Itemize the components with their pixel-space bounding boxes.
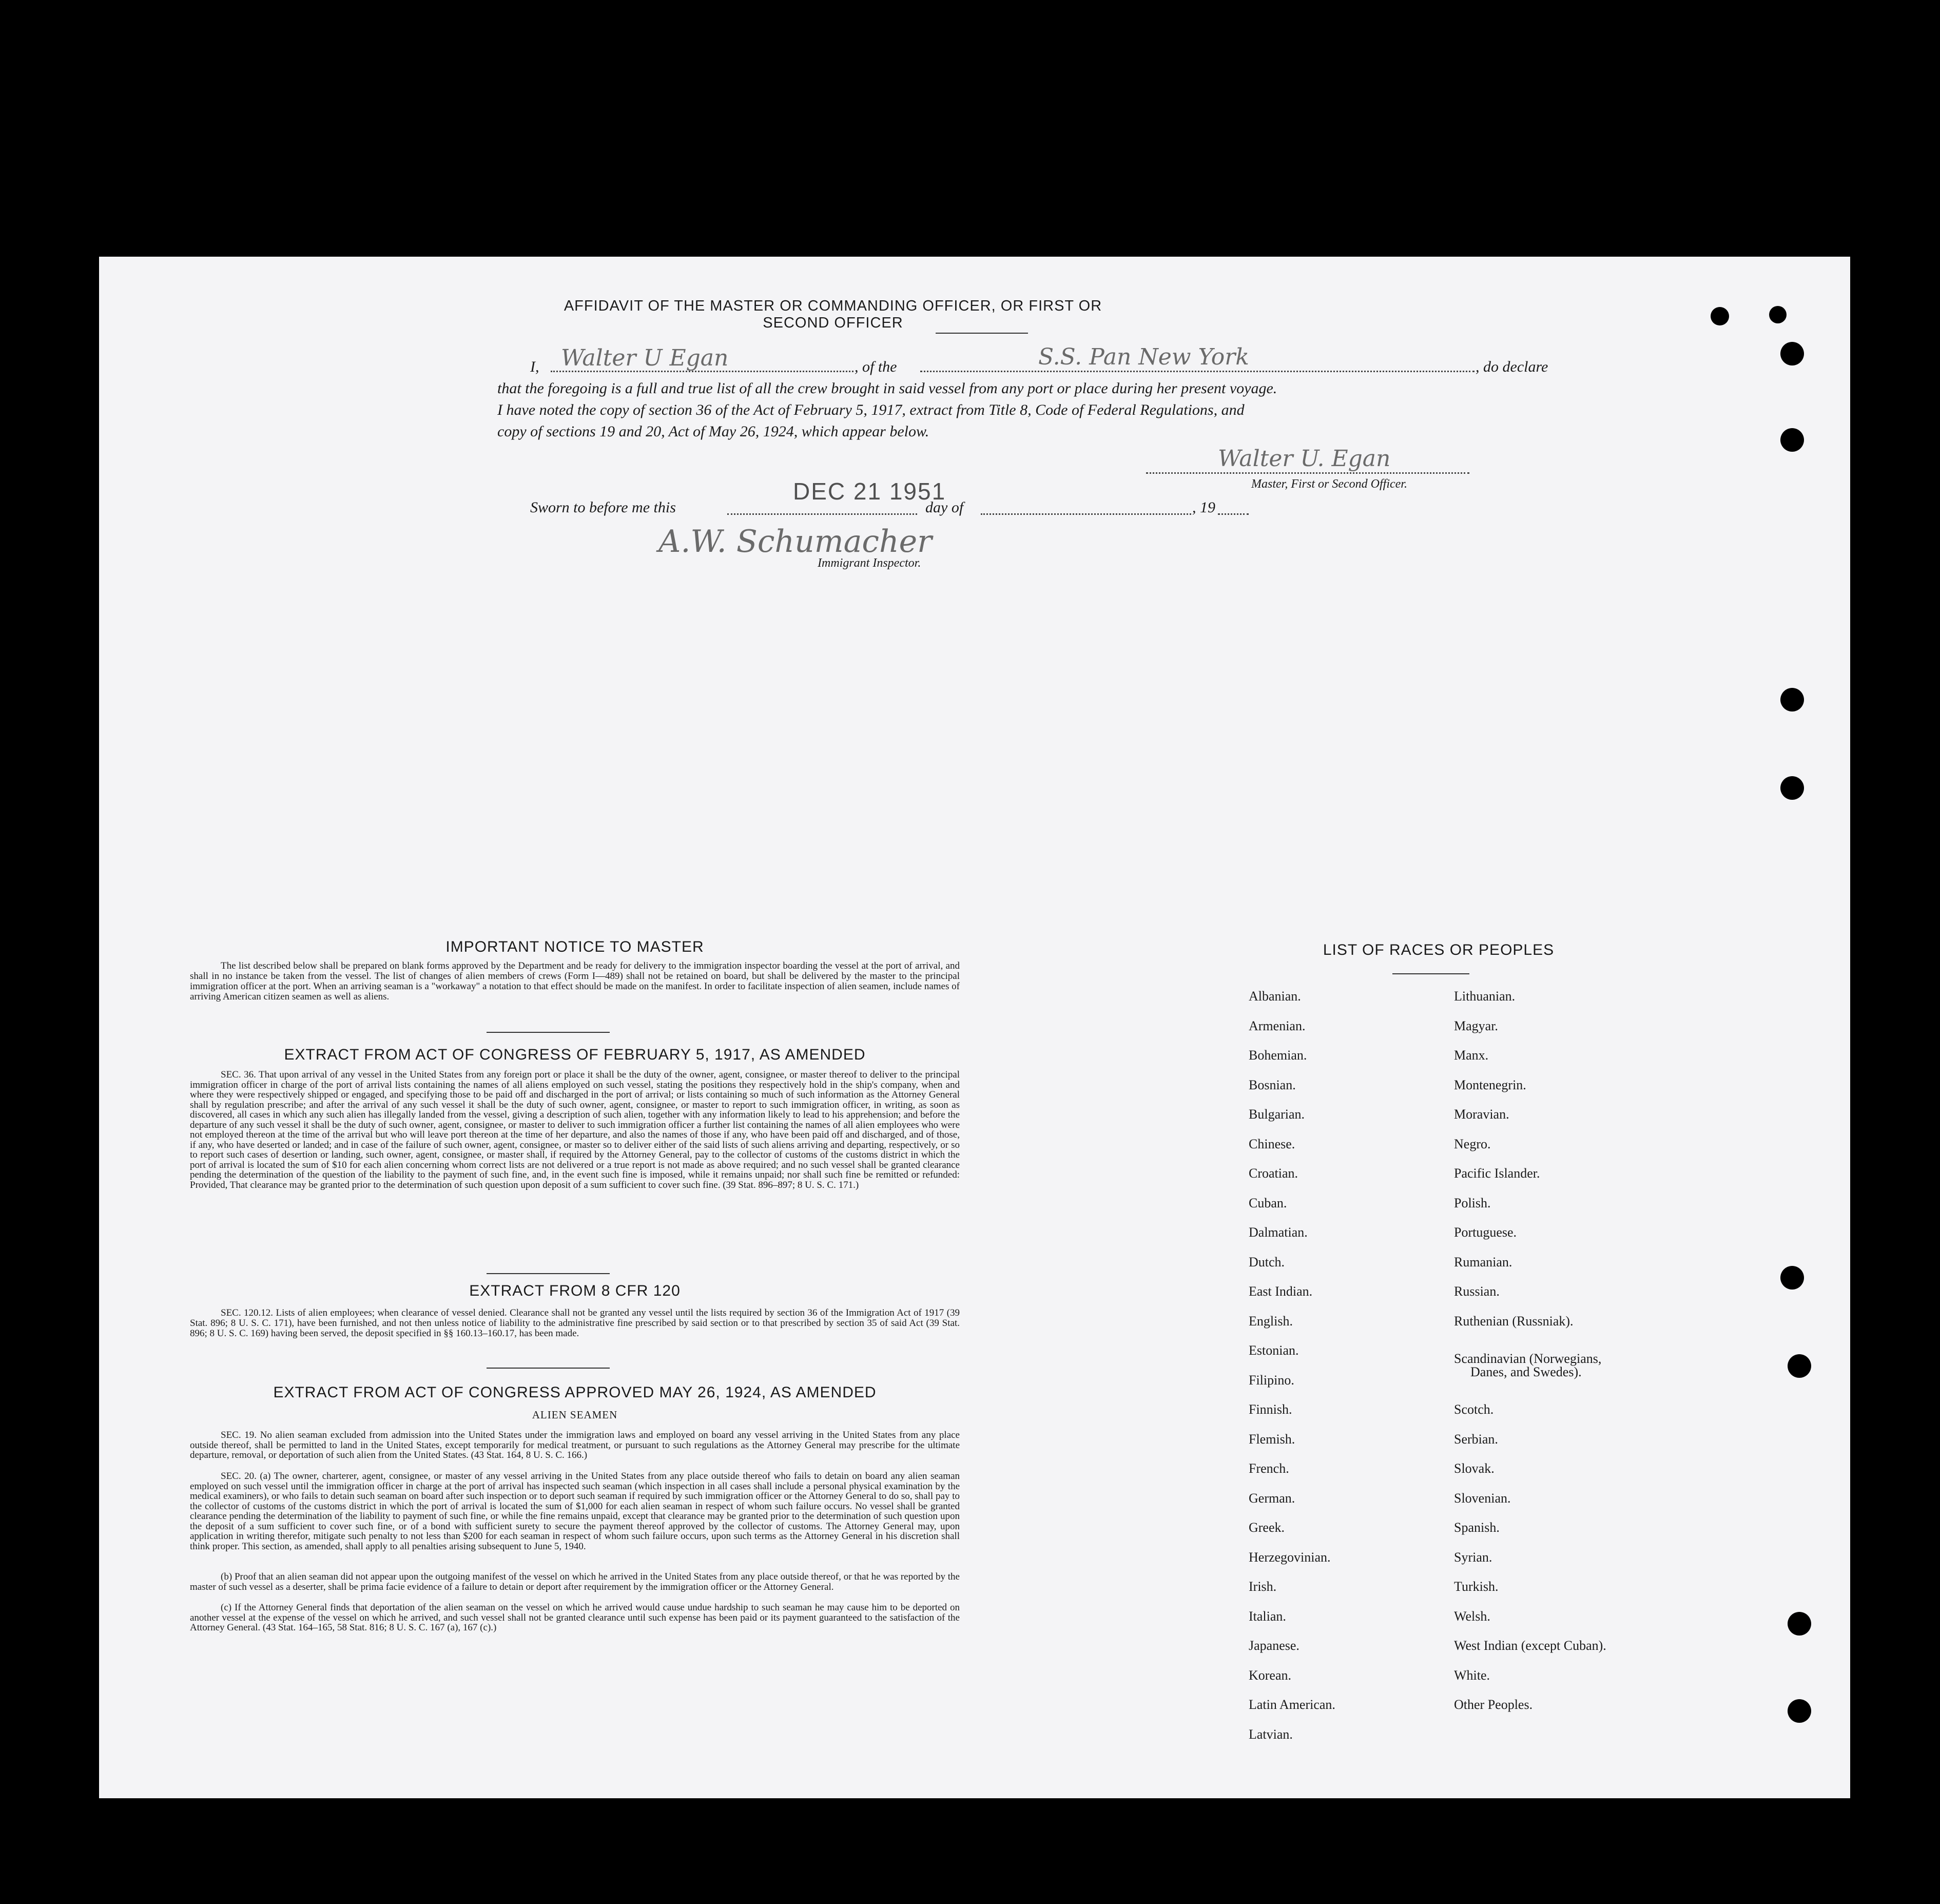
punch-hole xyxy=(1780,1266,1804,1290)
race-item: Bohemian. xyxy=(1249,1048,1307,1063)
punch-hole xyxy=(1780,688,1804,711)
race-item: Latin American. xyxy=(1249,1697,1335,1712)
race-item: Russian. xyxy=(1454,1284,1500,1299)
extract-1917-title: EXTRACT FROM ACT OF CONGRESS OF FEBRUARY 5, 1917, AS AMENDED xyxy=(284,1046,866,1063)
race-item: Syrian. xyxy=(1454,1550,1492,1565)
month-line xyxy=(981,513,1191,515)
race-item: Welsh. xyxy=(1454,1609,1490,1624)
race-item: Magyar. xyxy=(1454,1018,1498,1033)
punch-hole xyxy=(1788,1354,1811,1378)
race-item: Danes, and Swedes). xyxy=(1470,1364,1582,1379)
race-item: Irish. xyxy=(1249,1579,1277,1594)
punch-hole xyxy=(1788,1699,1811,1723)
race-item: French. xyxy=(1249,1461,1289,1476)
race-item: Slovak. xyxy=(1454,1461,1495,1476)
master-signature-line xyxy=(1146,472,1469,474)
race-item: Bulgarian. xyxy=(1249,1107,1305,1122)
race-item: Bosnian. xyxy=(1249,1078,1296,1092)
race-item: Croatian. xyxy=(1249,1166,1298,1181)
race-item: East Indian. xyxy=(1249,1284,1313,1299)
punch-hole xyxy=(1769,306,1787,323)
race-item: Pacific Islander. xyxy=(1454,1166,1540,1181)
extract-1924-sec20a: SEC. 20. (a) The owner, charterer, agent, consignee, or master of any vessel arriving in the United States from any place outside thereof who fails to detain on board any alien seaman employed on such vessel until the immigration officer in charge at the port of arrival has inspected such seaman (which inspection in all cases shall include a personal physical examination by the medical examiners), or who fails to detain such seaman on board after such inspection or to deport such seaman if required by such immigration officer or the Attorney General to do so, shall pay to the collector of customs of the customs district in which the port of arrival is located the sum of $1,000 for each alien seaman in respect of whom such failure occurs. No vessel shall be granted clearance pending the determination of the liability to payment of such fine, or while the fine remains unpaid, except that clearance may be granted prior to the determination of such question upon the deposit of a sum sufficient to cover such fine, or of a bond with sufficient surety to secure the payment thereof approved by the collector of customs. The Attorney General may, upon application in writing therefor, mitigate such penalty to not less than $200 for each seaman in respect of whom such failure occurs, upon such terms as the Attorney General in his discretion shall think proper. This section, as amended, shall apply to all penalties arising subsequent to June 5, 1940. xyxy=(190,1471,960,1552)
extract-cfr-divider xyxy=(487,1368,610,1369)
master-signature: Walter U. Egan xyxy=(1218,446,1391,472)
affidavit-title: AFFIDAVIT OF THE MASTER OR COMMANDING OFFICER, OR FIRST OR SECOND OFFICER xyxy=(564,298,1102,331)
race-item: West Indian (except Cuban). xyxy=(1454,1638,1606,1653)
race-item: Polish. xyxy=(1454,1196,1491,1210)
extract-1924-subtitle: ALIEN SEAMEN xyxy=(532,1409,618,1421)
race-item: Other Peoples. xyxy=(1454,1697,1533,1712)
declaration-line-2: that the foregoing is a full and true list of all the crew brought in said vessel from any port or place during her present voyage. xyxy=(497,380,1277,397)
race-item: Dutch. xyxy=(1249,1255,1285,1270)
race-item: Latvian. xyxy=(1249,1727,1293,1742)
do-declare-label: , do declare xyxy=(1476,358,1548,375)
year-label: , 19 xyxy=(1192,499,1215,516)
extract-1924-sec19: SEC. 19. No alien seaman excluded from admission into the United States under the immigration laws and employed on board any vessel arriving in the United States from any place outside thereof, shall be permitted to land in the United States, except temporarily for medical treatment, or pursuant to such regulations as the Attorney General may prescribe for the ultimate departure, removal, or deportation of such alien from the United States. (43 Stat. 164, 8 U. S. C. 166.) xyxy=(190,1430,960,1460)
race-item: Japanese. xyxy=(1249,1638,1299,1653)
race-item: Cuban. xyxy=(1249,1196,1287,1210)
punch-hole xyxy=(1780,428,1804,452)
extract-cfr-text: SEC. 120.12. Lists of alien employees; when clearance of vessel denied. Clearance shall not be granted any vessel until the lists required by section 36 of the Immigration Act of 1917 (39 Stat. 896; 8 U. S. C. 171), have been furnished, and not then unless notice of liability to the administrative fine prescribed by said section or to that prescribed by section 35 of said Act (39 Stat. 896; 8 U. S. C. 169) having been served, the deposit specified in §§ 160.13–160.17, has been made. xyxy=(190,1307,960,1339)
day-of-label: day of xyxy=(925,499,964,516)
races-title: LIST OF RACES OR PEOPLES xyxy=(1323,941,1555,958)
race-item: Scotch. xyxy=(1454,1402,1494,1417)
race-item: Italian. xyxy=(1249,1609,1286,1624)
race-item: Spanish. xyxy=(1454,1520,1500,1535)
race-item: Lithuanian. xyxy=(1454,989,1516,1004)
race-item: Moravian. xyxy=(1454,1107,1509,1122)
vessel-name: S.S. Pan New York xyxy=(1038,344,1249,370)
date-stamp: DEC 21 1951 xyxy=(793,478,946,505)
document-page xyxy=(99,257,1850,1798)
race-item: Turkish. xyxy=(1454,1579,1499,1594)
race-item: Finnish. xyxy=(1249,1402,1292,1417)
inspector-signature: A.W. Schumacher xyxy=(658,524,932,560)
race-item: White. xyxy=(1454,1668,1490,1683)
race-item: Chinese. xyxy=(1249,1137,1295,1151)
extract-1917-divider xyxy=(487,1273,610,1274)
race-item: Korean. xyxy=(1249,1668,1292,1683)
race-item: Manx. xyxy=(1454,1048,1489,1063)
race-item: Negro. xyxy=(1454,1137,1491,1151)
race-item: Serbian. xyxy=(1454,1432,1498,1447)
punch-hole xyxy=(1780,342,1804,366)
race-item: Montenegrin. xyxy=(1454,1078,1526,1092)
extract-1917-text: SEC. 36. That upon arrival of any vessel in the United States from any foreign port or place it shall be the duty of the owner, agent, consignee, or master thereof to deliver to the principal immigration officer in charge of the port of arrival lists containing the names of all aliens employed on such vessel, stating the positions they respectively hold in the ship's company, when and where they were respectively shipped or engaged, and specifying those to be paid off and discharged in the port of arrival; or lists containing so much of such information as the Attorney General shall by regulation prescribe; and after the arrival of any such vessel it shall be the duty of such owner, agent, consignee, or master to report to such immigration officer, in writing, as soon as discovered, all cases in which any such alien has illegally landed from the vessel, giving a description of such alien, together with any information likely to lead to his apprehension; and before the departure of any such vessel it shall be the duty of such owner, agent, consignee, or master to deliver to such immigration officer a further list containing the names of all alien employees who were not employed thereon at the time of the arrival but who will leave port thereon at the time of her departure, and also the names of those if any, who have been paid off and discharged, and of those, if any, who have deserted or landed; and in case of the failure of such owner, agent, consignee, or master so to deliver either of the said lists of such aliens arriving and departing, respectively, or so to report such cases of desertion or landing, such owner, agent, consignee, or master shall, if required by the Attorney General, pay to the collector of customs of the customs district in which the port of arrival is located the sum of $10 for each alien concerning whom correct lists are not delivered or a true report is not made as above required; and no such vessel shall be granted clearance pending the determination of the question of the liability to the payment of such fine, and, in the event such fine is imposed, while it remains unpaid; nor shall such fine be remitted or refunded: Provided, That clearance may be granted prior to the determination of such question upon deposit of a sum sufficient to cover such fine. (39 Stat. 896–897; 8 U. S. C. 171.) xyxy=(190,1069,960,1190)
master-signature-caption: Master, First or Second Officer. xyxy=(1251,477,1407,491)
declaration-line-3: I have noted the copy of section 36 of the Act of February 5, 1917, extract from Title 8, Code of Federal Regulations, and xyxy=(497,401,1245,418)
race-item: Rumanian. xyxy=(1454,1255,1512,1270)
race-item: Greek. xyxy=(1249,1520,1285,1535)
race-item: Dalmatian. xyxy=(1249,1225,1308,1240)
race-item: Flemish. xyxy=(1249,1432,1295,1447)
race-item: Estonian. xyxy=(1249,1343,1299,1358)
vessel-name-line xyxy=(920,371,1475,372)
notice-divider xyxy=(487,1032,610,1033)
race-item: Filipino. xyxy=(1249,1373,1294,1388)
race-item: Scandinavian (Norwegians, xyxy=(1454,1351,1602,1366)
of-the-label: , of the xyxy=(855,358,897,375)
punch-hole xyxy=(1780,776,1804,800)
punch-hole xyxy=(1788,1612,1811,1636)
extract-1924-title: EXTRACT FROM ACT OF CONGRESS APPROVED MAY 26, 1924, AS AMENDED xyxy=(273,1384,877,1401)
declaration-line-4: copy of sections 19 and 20, Act of May 26, 1924, which appear below. xyxy=(497,423,929,440)
extract-1924-sec20b: (b) Proof that an alien seaman did not appear upon the outgoing manifest of the vessel on which he arrived in the United States from any place outside thereof, or that he was reported by the master of such vessel as a deserter, shall be prima facie evidence of a failure to detain or deport after requirement by the immigration officer or the Attorney General. xyxy=(190,1571,960,1592)
sworn-label: Sworn to before me this xyxy=(530,499,676,516)
race-item: Armenian. xyxy=(1249,1018,1306,1033)
race-item: Portuguese. xyxy=(1454,1225,1517,1240)
i-label: I, xyxy=(530,358,539,375)
officer-name: Walter U Egan xyxy=(561,345,729,371)
race-item: Ruthenian (Russniak). xyxy=(1454,1314,1574,1329)
punch-hole xyxy=(1711,307,1729,325)
year-line xyxy=(1218,513,1249,515)
race-item: Slovenian. xyxy=(1454,1491,1511,1506)
races-divider xyxy=(1392,973,1469,974)
notice-text: The list described below shall be prepared on blank forms approved by the Department and be ready for delivery to the immigration inspector boarding the vessel at the port of arrival, and shall in no instance be taken from the vessel. The list of changes of alien members of crews (Form I—489) shall not be retained on board, but shall be delivered by the master to the principal immigration officer at the port. When an arriving seaman is a "workaway" a notation to that effect should be made on the manifest. In order to facilitate inspection of alien seamen, include names of arriving American citizen seamen as well as aliens. xyxy=(190,960,960,1002)
title-underline xyxy=(936,333,1028,334)
race-item: German. xyxy=(1249,1491,1295,1506)
notice-title: IMPORTANT NOTICE TO MASTER xyxy=(445,938,704,955)
race-item: English. xyxy=(1249,1314,1293,1329)
sworn-date-line xyxy=(727,513,917,515)
extract-cfr-title: EXTRACT FROM 8 CFR 120 xyxy=(469,1282,681,1299)
race-item: Albanian. xyxy=(1249,989,1301,1004)
extract-1924-sec20c: (c) If the Attorney General finds that deportation of the alien seaman on the vessel on which he arrived would cause undue hardship to such seaman he may cause him to be deported on another vessel at the expense of the vessel on which he arrived, and such vessel shall not be granted clearance until such expense has been paid or its payment guaranteed to the satisfaction of the Attorney General. (43 Stat. 164–165, 58 Stat. 816; 8 U. S. C. 167 (a), 167 (c).) xyxy=(190,1602,960,1633)
race-item: Herzegovinian. xyxy=(1249,1550,1331,1565)
inspector-caption: Immigrant Inspector. xyxy=(818,556,921,570)
